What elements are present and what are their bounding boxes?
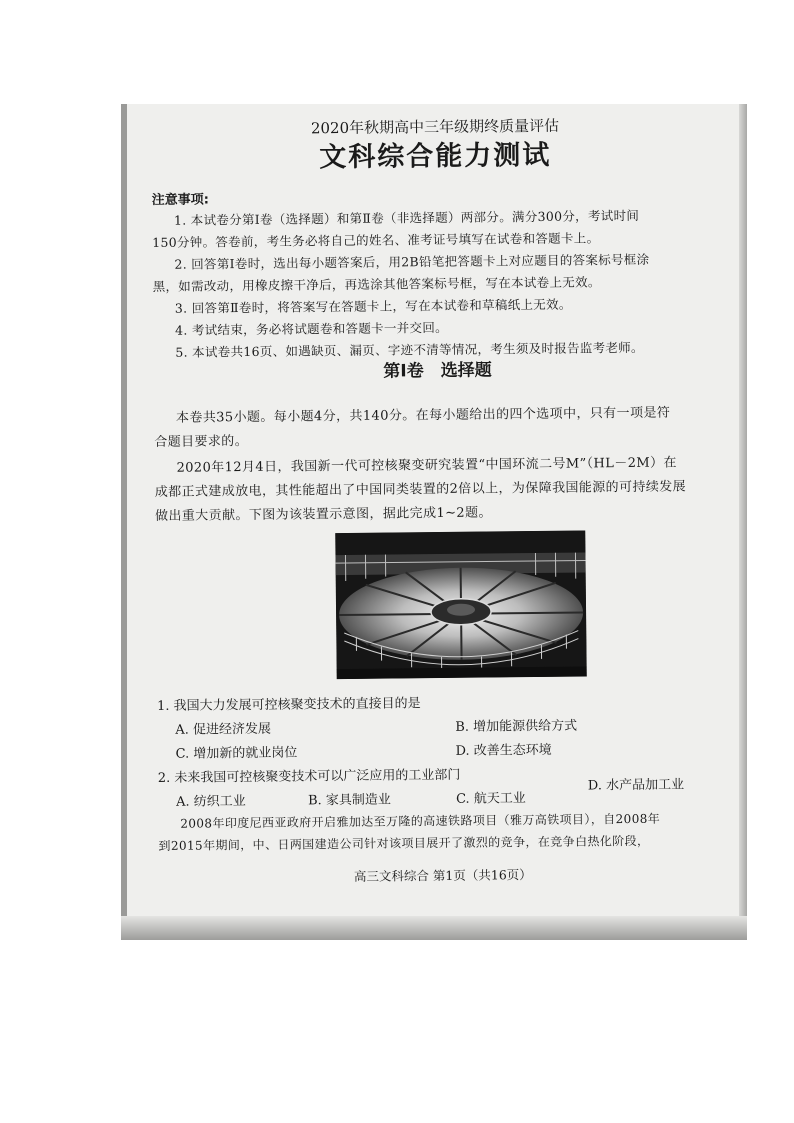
passage2-line: 到2015年期间，中、日两国建造公司针对该项目展开了激烈的竞争，在竞争白热化阶段， bbox=[158, 833, 650, 853]
notice-heading: 注意事项: bbox=[151, 192, 210, 208]
question-option: B. 家具制造业 bbox=[307, 792, 391, 809]
exam-title: 文科综合能力测试 bbox=[319, 139, 552, 174]
exam-photo bbox=[121, 104, 747, 940]
passage-line: 2020年12月4日，我国新一代可控核聚变研究装置“中国环流二号M”（HL－2M）在 bbox=[176, 455, 677, 476]
question-option: B. 增加能源供给方式 bbox=[455, 718, 578, 735]
notice-line: 1. 本试卷分第Ⅰ卷（选择题）和第Ⅱ卷（非选择题）两部分。满分300分，考试时间 bbox=[173, 207, 640, 228]
exam-page bbox=[141, 104, 737, 919]
photo-edge-right bbox=[739, 104, 747, 940]
notice-line: 5. 本试卷共16页、如遇缺页、漏页、字迹不清等情况，考生须及时报告监考老师。 bbox=[175, 339, 644, 360]
fusion-device-photo bbox=[335, 530, 587, 679]
section-title: 第Ⅰ卷 选择题 bbox=[383, 360, 492, 382]
question-stem: 1. 我国大力发展可控核聚变技术的直接目的是 bbox=[156, 696, 421, 714]
passage-line: 成都正式建成放电，其性能超出了中国同类装置的2倍以上，为保障我国能源的可持续发展 bbox=[154, 479, 687, 500]
passage-line: 做出重大贡献。下图为该装置示意图，据此完成1~2题。 bbox=[154, 505, 492, 524]
fusion-device-graphic bbox=[335, 530, 587, 679]
question-option: A. 促进经济发展 bbox=[175, 721, 272, 738]
exam-header: 2020年秋期高中三年级期终质量评估 bbox=[310, 116, 560, 138]
notice-line: 150分钟。答卷前，考生务必将自己的姓名、准考证号填写在试卷和答题卡上。 bbox=[152, 230, 600, 250]
section-intro-line: 合题目要求的。 bbox=[154, 433, 249, 450]
notice-line: 黑，如需改动，用橡皮擦干净后，再选涂其他答案标号框，写在本试卷上无效。 bbox=[152, 274, 601, 294]
question-stem: 2. 未来我国可控核聚变技术可以广泛应用的工业部门 bbox=[157, 767, 461, 786]
question-option: D. 改善生态环境 bbox=[455, 742, 552, 759]
notice-line: 3. 回答第Ⅱ卷时，将答案写在答题卡上，写在本试卷和草稿纸上无效。 bbox=[174, 296, 572, 316]
passage2-line: 2008年印度尼西亚政府开启雅加达至万隆的高速铁路项目（雅万高铁项目），自2008年 bbox=[180, 811, 661, 831]
question-option: C. 航天工业 bbox=[455, 791, 526, 807]
question-option: A. 纺织工业 bbox=[175, 794, 246, 810]
question-option: C. 增加新的就业岗位 bbox=[175, 745, 298, 762]
photo-edge-bottom bbox=[121, 916, 747, 940]
question-option: D. 水产品加工业 bbox=[587, 777, 685, 794]
notice-line: 4. 考试结束，务必将试题卷和答题卡一并交回。 bbox=[175, 319, 448, 338]
page-footer: 高三文科综合 第1页（共16页） bbox=[353, 867, 532, 884]
photo-edge-left bbox=[121, 104, 127, 940]
notice-line: 2. 回答第Ⅰ卷时，选出每小题答案后，用2B铅笔把答题卡上对应题目的答案标号框涂 bbox=[174, 251, 650, 272]
section-intro-line: 本卷共35小题。每小题4分，共140分。在每小题给出的四个选项中，只有一项是符 bbox=[175, 405, 671, 426]
